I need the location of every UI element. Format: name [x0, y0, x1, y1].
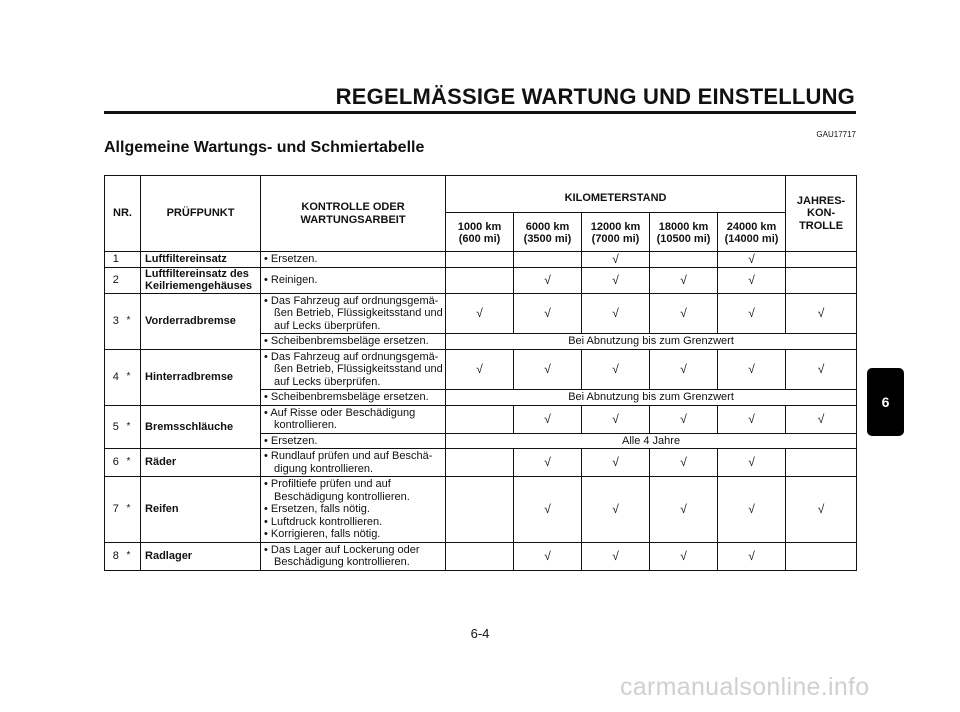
chapter-title: REGELMÄSSIGE WARTUNG UND EINSTELLUNG [335, 84, 855, 109]
check-cell: √ [582, 405, 650, 433]
item-number: 8 [105, 542, 127, 570]
item-action [261, 349, 446, 390]
action-line: • Rundlauf prüfen und auf Beschä-digung kontrollieren. [264, 450, 433, 475]
table-row [105, 405, 857, 433]
item-action [261, 542, 446, 570]
action-line: • Das Fahrzeug auf ordnungsgemä-ßen Betrieb, Flüssigkeitsstand und auf Lecks überprüfen. [264, 350, 443, 388]
item-action [261, 405, 446, 433]
check-cell [446, 252, 514, 268]
item-action [261, 433, 446, 449]
check-cell: √ [650, 293, 718, 334]
check-cell: √ [514, 542, 582, 570]
item-action [261, 334, 446, 350]
check-cell: √ [718, 267, 786, 293]
check-cell: √ [514, 449, 582, 477]
check-cell: √ [786, 405, 857, 433]
check-cell: √ [718, 252, 786, 268]
check-cell: √ [582, 449, 650, 477]
interval-note: Bei Abnutzung bis zum Grenzwert [446, 334, 857, 350]
check-cell: √ [446, 349, 514, 390]
item-number: 7 [105, 477, 127, 543]
action-line: • Profiltiefe prüfen und auf Beschädigung kontrollieren. [264, 478, 410, 503]
item-star-marker: * [127, 449, 141, 477]
table-header-row [105, 176, 857, 213]
check-cell: √ [786, 477, 857, 543]
action-line: • Das Lager auf Lockerung oder Beschädigung kontrollieren. [264, 543, 420, 568]
check-cell: √ [786, 349, 857, 390]
item-number: 1 [105, 252, 127, 268]
check-cell [446, 542, 514, 570]
item-star-marker: * [127, 405, 141, 449]
check-cell: √ [514, 477, 582, 543]
item-name: Luftfiltereinsatz [141, 252, 261, 268]
section-title: Allgemeine Wartungs- und Schmiertabelle [104, 139, 425, 156]
table-row [105, 252, 857, 268]
check-cell: √ [718, 542, 786, 570]
action-line: • Scheibenbremsbeläge ersetzen. [264, 335, 429, 347]
interval-note: Alle 4 Jahre [446, 433, 857, 449]
item-number: 5 [105, 405, 127, 449]
header-km-col: 1000 km (600 mi) [446, 213, 514, 252]
item-action [261, 293, 446, 334]
check-cell: √ [786, 293, 857, 334]
watermark: carmanualsonline.info [620, 673, 870, 701]
chapter-tab: 6 [867, 368, 904, 436]
header-km-col: 6000 km (3500 mi) [514, 213, 582, 252]
header-nr: NR. [105, 176, 141, 252]
header-action: KONTROLLE ODER WARTUNGSARBEIT [261, 176, 446, 252]
item-name: Radlager [141, 542, 261, 570]
check-cell [650, 252, 718, 268]
check-cell: √ [582, 349, 650, 390]
item-action [261, 267, 446, 293]
item-name: Vorderradbremse [141, 293, 261, 349]
action-line: • Auf Risse oder Beschädigung kontrollieren. [264, 406, 416, 431]
check-cell [786, 252, 857, 268]
check-cell: √ [446, 293, 514, 334]
check-cell: √ [650, 449, 718, 477]
check-cell: √ [650, 349, 718, 390]
check-cell: √ [514, 349, 582, 390]
item-name: Räder [141, 449, 261, 477]
item-star-marker: * [127, 542, 141, 570]
item-number: 2 [105, 267, 127, 293]
check-cell: √ [582, 477, 650, 543]
table-row [105, 477, 857, 543]
header-km-title: KILOMETERSTAND [446, 176, 786, 213]
item-name: Hinterradbremse [141, 349, 261, 405]
check-cell: √ [582, 252, 650, 268]
action-line: • Scheibenbremsbeläge ersetzen. [264, 391, 429, 403]
item-name: Reifen [141, 477, 261, 543]
check-cell: √ [514, 293, 582, 334]
chapter-title-rule [104, 111, 856, 114]
item-action [261, 449, 446, 477]
check-cell: √ [650, 267, 718, 293]
check-cell: √ [718, 449, 786, 477]
action-line: • Ersetzen. [264, 253, 318, 265]
check-cell: √ [718, 349, 786, 390]
action-line: • Ersetzen. [264, 434, 318, 447]
table-row [105, 349, 857, 390]
item-action [261, 252, 446, 268]
check-cell [446, 405, 514, 433]
maintenance-table [104, 175, 857, 571]
check-cell [786, 542, 857, 570]
item-number: 4 [105, 349, 127, 405]
header-part: PRÜFPUNKT [141, 176, 261, 252]
header-km-col: 24000 km (14000 mi) [718, 213, 786, 252]
header-yearly: JAHRES- KON- TROLLE [786, 176, 857, 252]
item-star-marker [127, 252, 141, 268]
table-row [105, 267, 857, 293]
check-cell: √ [650, 542, 718, 570]
item-action [261, 390, 446, 406]
interval-note: Bei Abnutzung bis zum Grenzwert [446, 390, 857, 406]
check-cell: √ [650, 477, 718, 543]
item-number: 6 [105, 449, 127, 477]
table-row [105, 542, 857, 570]
action-line: • Korrigieren, falls nötig. [264, 528, 381, 540]
check-cell [446, 267, 514, 293]
item-star-marker: * [127, 349, 141, 405]
check-cell [446, 477, 514, 543]
check-cell [514, 252, 582, 268]
action-line: • Das Fahrzeug auf ordnungsgemä-ßen Betrieb, Flüssigkeitsstand und auf Lecks überprüfen. [264, 294, 443, 332]
check-cell [446, 449, 514, 477]
check-cell: √ [514, 405, 582, 433]
check-cell: √ [718, 405, 786, 433]
check-cell: √ [650, 405, 718, 433]
check-cell: √ [582, 267, 650, 293]
item-number: 3 [105, 293, 127, 349]
check-cell: √ [582, 293, 650, 334]
action-line: • Reinigen. [264, 273, 318, 286]
document-code: GAU17717 [816, 130, 856, 139]
header-km-col: 18000 km (10500 mi) [650, 213, 718, 252]
table-body [105, 252, 857, 571]
table-row [105, 449, 857, 477]
check-cell: √ [718, 293, 786, 334]
page-number: 6-4 [470, 626, 490, 641]
item-name: Luftfiltereinsatz des Keilriemengehäuses [141, 267, 261, 293]
item-action [261, 477, 446, 543]
check-cell: √ [718, 477, 786, 543]
check-cell [786, 267, 857, 293]
item-star-marker: * [127, 293, 141, 349]
check-cell [786, 449, 857, 477]
item-star-marker [127, 267, 141, 293]
action-line: • Luftdruck kontrollieren. [264, 515, 383, 528]
table-row [105, 293, 857, 334]
check-cell: √ [514, 267, 582, 293]
action-line: • Ersetzen, falls nötig. [264, 503, 370, 515]
header-km-col: 12000 km (7000 mi) [582, 213, 650, 252]
item-star-marker: * [127, 477, 141, 543]
item-name: Bremsschläuche [141, 405, 261, 449]
check-cell: √ [582, 542, 650, 570]
